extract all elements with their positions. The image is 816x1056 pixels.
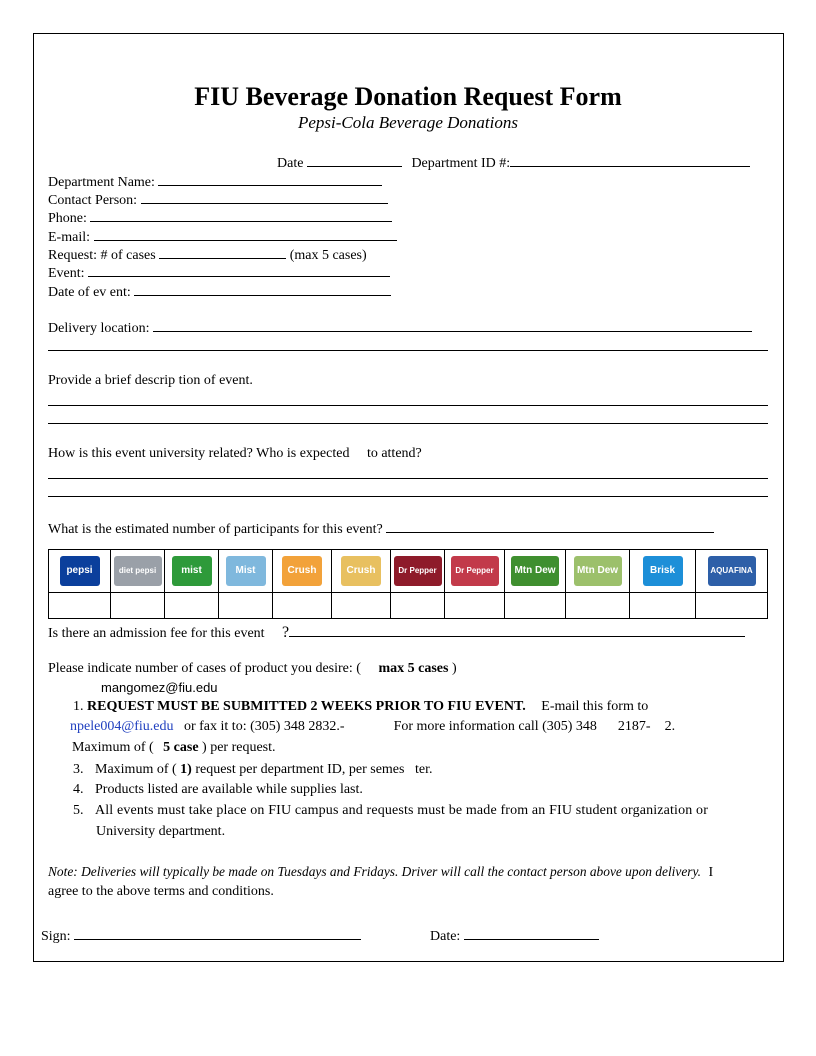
product-cell-diet-mountain-dew [566,550,630,593]
admission-row [48,623,745,642]
sign-date-row [430,926,599,945]
phone-row [48,208,392,227]
diet-mist-quantity-cell[interactable] [219,593,273,619]
sign-label: Sign: [41,929,71,944]
date-of-event-label: Date of ev ent: [48,285,131,300]
form-title: FIU Beverage Donation Request Form [194,82,622,111]
delivery-location-line-2[interactable] [48,350,768,351]
product-cell-mist [165,550,219,593]
product-cell-diet-pepsi [111,550,165,593]
product-cell-diet-crush [332,550,391,593]
brisk-logo: Brisk [643,556,683,586]
product-grid [48,549,768,619]
mist-logo: mist [172,556,212,586]
crush-logo: Crush [282,556,322,586]
related-line-2[interactable] [48,496,768,497]
department-id-field[interactable] [510,153,750,167]
diet-mountain-dew-quantity-cell[interactable] [566,593,630,619]
rule-1 [73,698,648,715]
contact-email: mangomez@fiu.edu [101,680,218,695]
phone-field[interactable] [90,208,392,222]
dr-pepper-logo: Dr Pepper [394,556,442,586]
sign-row [41,926,361,945]
brisk-quantity-cell[interactable] [630,593,696,619]
admission-mark: ? [282,624,290,641]
pepsi-logo: pepsi [60,556,100,586]
form-subtitle: Pepsi-Cola Beverage Donations [297,113,518,132]
contact-person-label: Contact Person: [48,193,138,208]
rule-4-number: 4. [73,782,84,797]
participants-field[interactable] [386,519,714,533]
date-of-event-field[interactable] [134,282,391,296]
participants-question: What is the estimated number of participants for this event? [48,522,383,537]
mountain-dew-quantity-cell[interactable] [505,593,566,619]
diet-crush-logo: Crush [341,556,381,586]
rule-4-text: Products listed are available while supplies last. [95,782,363,797]
email-field[interactable] [94,227,397,241]
aquafina-quantity-cell[interactable] [696,593,768,619]
rule-2-bold: 5 case [163,740,199,755]
aquafina-logo: AQUAFINA [708,556,756,586]
product-logo-row [49,550,768,593]
diet-pepsi-logo: diet pepsi [114,556,162,586]
date-of-event-row [48,282,391,301]
admission-question: Is there an admission fee for this event [48,626,265,641]
fax-info: or fax it to: (305) 348 2832.- [183,719,345,734]
phone-label: Phone: [48,211,87,226]
cases-max: max 5 cases [378,661,449,676]
product-cell-pepsi [49,550,111,593]
department-name-label: Department Name: [48,175,155,190]
rule-3-suffix: request per department ID, per semes ter. [195,762,433,777]
request-note: (max 5 cases) [289,248,367,263]
diet-mountain-dew-logo: Mtn Dew [574,556,622,586]
diet-crush-quantity-cell[interactable] [332,593,391,619]
rule-1-tail: E-mail this form to [541,699,649,714]
rule-2 [72,739,276,756]
rule-3 [73,761,432,778]
product-cell-crush [273,550,332,593]
request-label: Request: # of cases [48,248,156,263]
product-cell-aquafina [696,550,768,593]
delivery-location-row [48,318,752,337]
rule-1-number: 1. [73,699,84,714]
product-cell-diet-mist [219,550,273,593]
dr-pepper-quantity-cell[interactable] [391,593,445,619]
rule-1-bold: REQUEST MUST BE SUBMITTED 2 WEEKS PRIOR TO FIU EVENT. [87,699,526,714]
diet-pepsi-quantity-cell[interactable] [111,593,165,619]
rule-2-suffix: ) per request. [202,740,276,755]
signature-field[interactable] [74,926,361,940]
rule-1-contact [70,718,675,735]
note-line-1 [48,863,713,881]
rule-5-text-1: All events must take place on FIU campus and requests must be made from an FIU student organization or [95,803,709,818]
rule-3-prefix: Maximum of ( [95,762,177,777]
description-question: Provide a brief descrip tion of event. [48,373,253,388]
department-name-field[interactable] [158,172,382,186]
participants-row [48,519,714,538]
related-question: How is this event university related? Who is expected to attend? [48,446,422,461]
cases-prefix: Please indicate number of cases of product you desire: ( [48,661,361,676]
diet-mist-logo: Mist [226,556,266,586]
mountain-dew-logo: Mtn Dew [511,556,559,586]
description-line-1[interactable] [48,405,768,406]
rule-2-prefix: Maximum of ( [72,740,154,755]
email-label: E-mail: [48,230,90,245]
product-quantity-row [49,593,768,619]
delivery-location-field[interactable] [153,318,752,332]
pepsi-quantity-cell[interactable] [49,593,111,619]
date-id-row [277,153,750,172]
phone-info: For more information call (305) 348 2187- 2. [393,719,676,734]
submit-email-link[interactable]: npele004@fiu.edu [70,719,174,734]
product-cell-diet-dr-pepper [445,550,505,593]
diet-dr-pepper-logo: Dr Pepper [451,556,499,586]
sign-date-label: Date: [430,929,461,944]
delivery-location-label: Delivery location: [48,321,150,336]
product-cell-brisk [630,550,696,593]
request-row [48,245,367,264]
contact-person-field[interactable] [141,190,388,204]
email-row [48,227,397,246]
product-cell-dr-pepper [391,550,445,593]
note-italic: Note: Deliveries will typically be made on Tuesdays and Fridays. Driver will call the contact person above upon delivery. [48,864,702,879]
crush-quantity-cell[interactable] [273,593,332,619]
note-tail: I [708,865,714,880]
description-line-2[interactable] [48,423,768,424]
rule-4 [73,781,363,798]
department-name-row [48,172,382,191]
contact-person-row [48,190,388,209]
department-id-label: Department ID #: [411,156,511,171]
date-label: Date [277,156,304,171]
rule-5-text-2: University department. [96,824,226,839]
cases-row [48,660,457,677]
product-cell-mountain-dew [505,550,566,593]
event-field[interactable] [88,263,390,277]
request-cases-field[interactable] [159,245,286,259]
related-line-1[interactable] [48,478,768,479]
cases-suffix: ) [451,661,457,676]
note-line-2: agree to the above terms and conditions. [48,884,274,899]
sign-date-field[interactable] [464,926,599,940]
date-field[interactable] [307,153,402,167]
rule-5-number: 5. [73,803,84,818]
rule-5 [73,802,708,819]
diet-dr-pepper-quantity-cell[interactable] [445,593,505,619]
event-label: Event: [48,266,85,281]
rule-3-number: 3. [73,762,84,777]
event-row [48,263,390,282]
rule-3-bold: 1) [180,762,192,777]
mist-quantity-cell[interactable] [165,593,219,619]
admission-field[interactable] [289,623,745,637]
